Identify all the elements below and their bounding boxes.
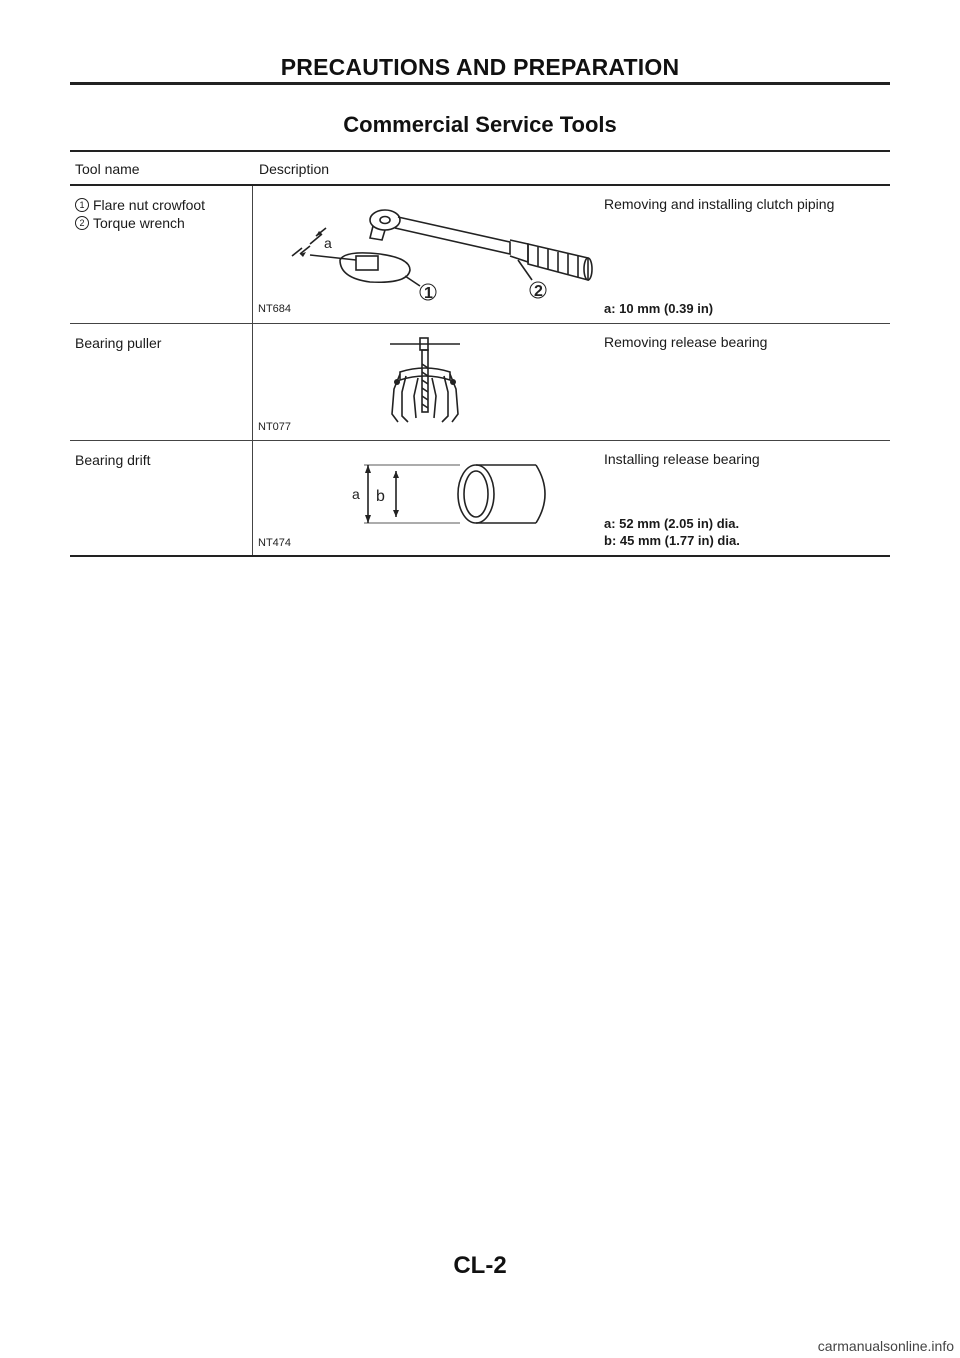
- tool-name-label: Torque wrench: [93, 215, 185, 231]
- service-tools-table: [70, 150, 890, 557]
- header-rule: [70, 82, 890, 85]
- callout-2: 2: [534, 283, 543, 300]
- tool-name-item: [75, 214, 205, 232]
- description-cell: [604, 334, 886, 350]
- tool-name-cell: [75, 196, 205, 232]
- column-divider: [252, 441, 253, 555]
- description-text: Removing release bearing: [604, 334, 768, 350]
- circled-number-icon: 1: [75, 198, 89, 212]
- tool-name-label: Bearing drift: [75, 452, 151, 468]
- tool-name-cell: [75, 451, 150, 469]
- tool-name-label: Bearing puller: [75, 335, 162, 351]
- spec-a: a: 10 mm (0.39 in): [604, 301, 714, 316]
- page-header-title: PRECAUTIONS AND PREPARATION: [280, 54, 680, 80]
- callout-b: b: [376, 488, 385, 505]
- column-header-description: Description: [259, 161, 330, 177]
- watermark: carmanualsonline.info: [817, 1338, 954, 1354]
- column-divider: [252, 324, 253, 440]
- callout-a: a: [352, 486, 360, 502]
- spec-list: [604, 515, 740, 549]
- table-row: [70, 324, 890, 441]
- callout-1: 1: [424, 285, 433, 302]
- table-header: [70, 152, 890, 186]
- description-text: Removing and installing clutch piping: [604, 196, 835, 212]
- spec-b: b: 45 mm (1.77 in) dia.: [604, 533, 740, 548]
- description-cell: [604, 451, 886, 467]
- column-header-tool-name: Tool name: [75, 161, 140, 177]
- illustration-code: NT474: [258, 537, 292, 549]
- description-text: Installing release bearing: [604, 451, 760, 467]
- tool-name-item: [75, 196, 205, 214]
- table-row: [70, 441, 890, 555]
- illustration-code: NT684: [258, 303, 292, 315]
- bearing-puller-illustration: [370, 334, 480, 429]
- column-divider: [252, 186, 253, 323]
- tool-name-label: Flare nut crowfoot: [93, 197, 206, 213]
- flare-nut-crowfoot-torque-wrench-illustration: [270, 192, 600, 302]
- table-row: [70, 186, 890, 324]
- spec-a: a: 52 mm (2.05 in) dia.: [604, 516, 740, 531]
- circled-number-icon: 2: [75, 216, 89, 230]
- tool-name-cell: [75, 334, 161, 352]
- page-code: CL-2: [453, 1252, 507, 1279]
- description-cell: [604, 196, 886, 212]
- section-title: Commercial Service Tools: [343, 112, 617, 137]
- bearing-drift-illustration: [340, 461, 570, 531]
- illustration-code: NT077: [258, 421, 292, 433]
- callout-a: a: [324, 235, 332, 251]
